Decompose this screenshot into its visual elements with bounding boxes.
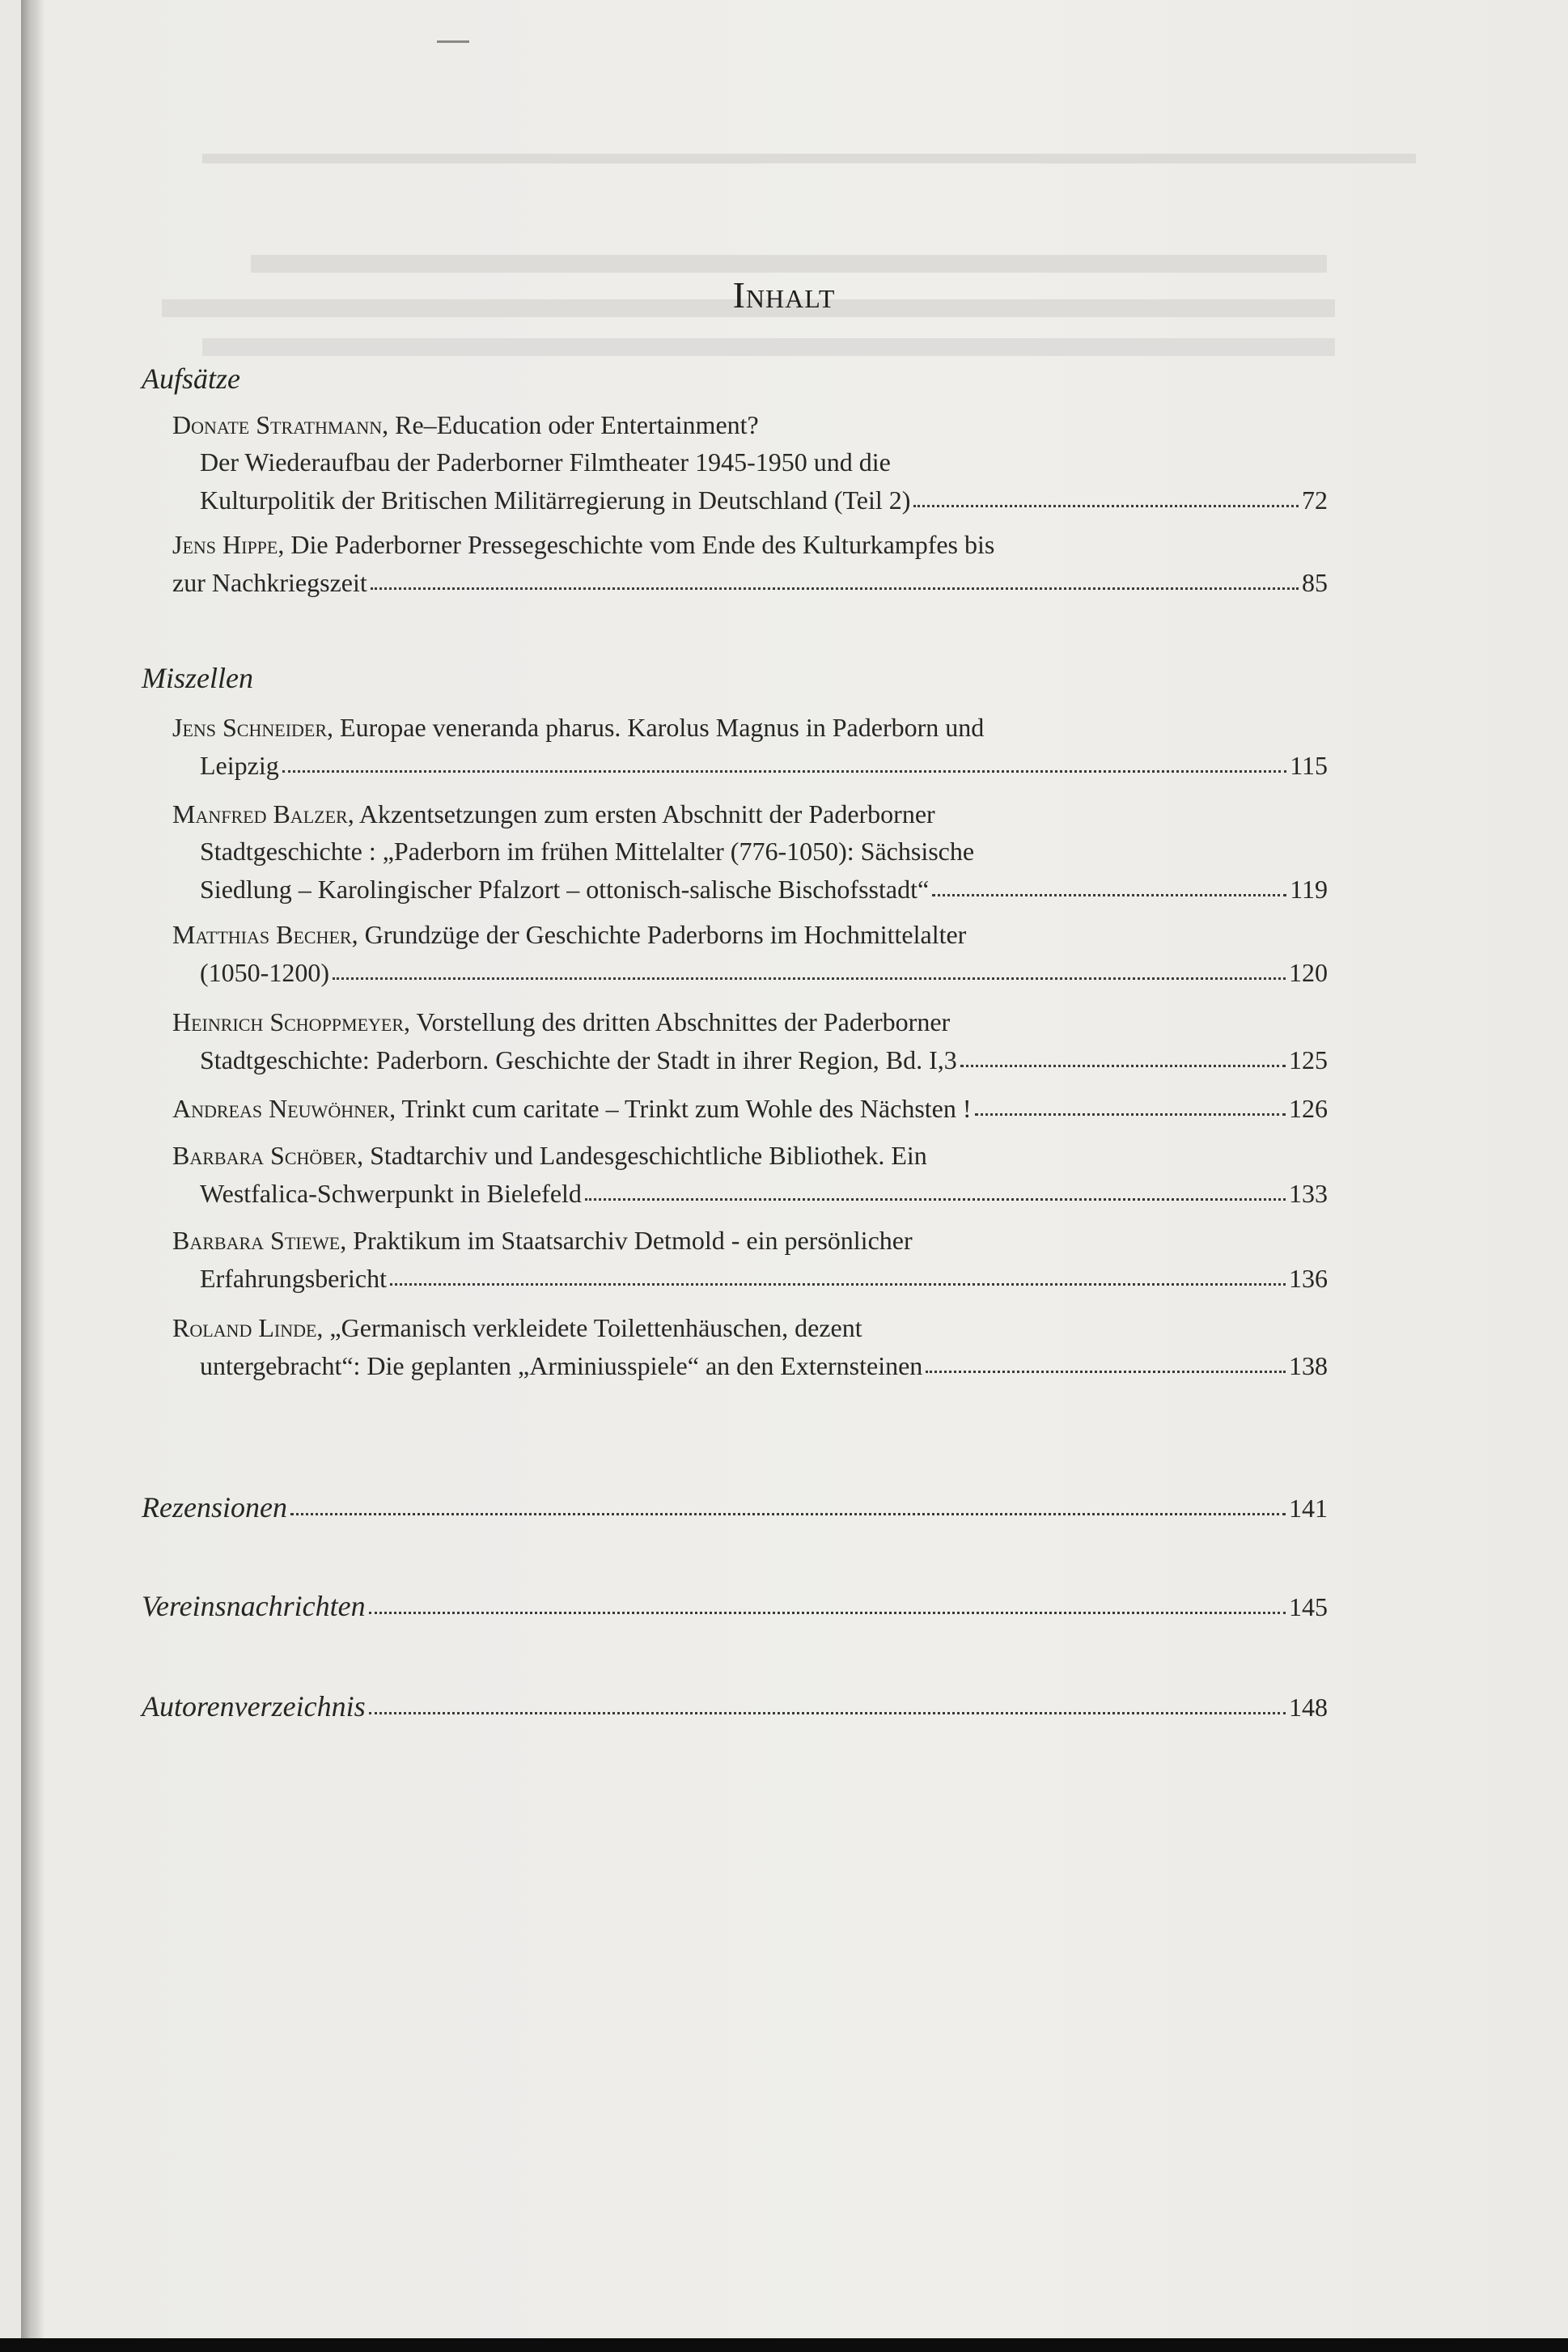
section-page: 141 [1289,1494,1328,1523]
toc-section-autorenverzeichnis[interactable] [142,1688,1328,1723]
leader-dots [290,1487,1286,1515]
entry-author: Donate Strathmann [172,410,383,439]
entry-title-line: Die Paderborner Pressegeschichte vom Ende des Kulturkampfes bis [290,530,995,559]
leader-dots [390,1257,1286,1286]
entry-page: 115 [1290,751,1328,780]
section-label: Vereinsnachrichten [142,1590,366,1622]
toc-entry[interactable]: Manfred Balzer, Akzentsetzungen zum ersten Abschnitt der Paderborner Stadtgeschichte : „Paderborn im frühen Mittelalter (776-1050): Sächsische Siedlung – Karolingischer Pfalzort – ottonisch-salische Bischofsstadt“ 119 [172,795,1328,908]
entry-title-line: (1050-1200) [200,958,329,987]
entry-page: 126 [1289,1094,1328,1123]
leader-dots [926,1345,1286,1373]
toc-entry[interactable]: Andreas Neuwöhner, Trinkt cum caritate – Trinkt zum Wohle des Nächsten ! 126 [172,1089,1328,1127]
entry-author: Barbara Stiewe [172,1226,341,1255]
section-label: Rezensionen [142,1491,287,1524]
toc-entry[interactable]: Jens Schneider, Europae veneranda pharus. Karolus Magnus in Paderborn und Leipzig 115 [172,709,1328,784]
entry-author: Jens Schneider [172,713,328,742]
section-page: 145 [1289,1592,1328,1621]
leader-dots [282,744,1286,773]
entry-author: Matthias Becher [172,920,352,949]
toc-entry[interactable]: Matthias Becher, Grundzüge der Geschichte Paderborns im Hochmittelalter (1050-1200) 120 [172,916,1328,991]
top-mark [437,40,469,43]
leader-dots [975,1087,1286,1116]
entry-page: 85 [1302,568,1328,597]
entry-title-line: Stadtgeschichte : „Paderborn im frühen Mittelalter (776-1050): Sächsische [200,837,975,866]
show-through-heading [251,255,1327,273]
toc-entry[interactable]: Barbara Schöber, Stadtarchiv und Landesgeschichtliche Bibliothek. Ein Westfalica-Schwerpunkt in Bielefeld 133 [172,1137,1328,1212]
entry-title-line: Re–Education oder Entertainment? [395,410,759,439]
entry-title-line: zur Nachkriegszeit [172,568,367,597]
show-through-heading [202,154,1416,163]
entry-title-line: Praktikum im Staatsarchiv Detmold - ein persönlicher [353,1226,913,1255]
entry-title-line: Der Wiederaufbau der Paderborner Filmtheater 1945-1950 und die [200,447,891,477]
scan-bottom-edge [0,2338,1568,2352]
entry-title-line: Erfahrungsbericht [200,1264,388,1293]
entry-title-line: Siedlung – Karolingischer Pfalzort – ottonisch-salische Bischofsstadt“ [200,875,930,904]
entry-page: 119 [1290,875,1328,904]
toc-entry[interactable]: Roland Linde, „Germanisch verkleidete Toilettenhäuschen, dezent untergebracht“: Die geplanten „Arminiusspiele“ an den Externsteinen 138 [172,1309,1328,1384]
entry-title-line: Stadtarchiv und Landesgeschichtliche Bibliothek. Ein [370,1141,927,1170]
leader-dots [333,951,1286,980]
entry-author: Heinrich Schoppmeyer [172,1007,405,1036]
entry-page: 72 [1302,485,1328,515]
entry-title-line: „Germanisch verkleidete Toilettenhäuschen, dezent [329,1313,862,1342]
entry-title-line: Akzentsetzungen zum ersten Abschnitt der Paderborner [358,799,935,828]
leader-dots [932,868,1286,896]
entry-title-line: Vorstellung des dritten Abschnittes der Paderborner [416,1007,951,1036]
leader-dots [369,1686,1286,1714]
entry-page: 120 [1289,958,1328,987]
section-aufsaetze: Aufsätze [142,362,240,395]
toc-entry[interactable]: Jens Hippe, Die Paderborner Pressegeschichte vom Ende des Kulturkampfes bis zur Nachkriegszeit 85 [172,526,1328,601]
toc-section-vereinsnachrichten[interactable] [142,1587,1328,1623]
toc-entry[interactable]: Donate Strathmann, Re–Education oder Entertainment? Der Wiederaufbau der Paderborner Filmtheater 1945-1950 und die Kulturpolitik der Britischen Militärregierung in Deutschland (Teil 2) 72 [172,406,1328,519]
section-label: Autorenverzeichnis [142,1690,366,1723]
toc-entry[interactable]: Heinrich Schoppmeyer, Vorstellung des dritten Abschnittes der Paderborner Stadtgeschichte: Paderborn. Geschichte der Stadt in ihrer Region, Bd. I,3 125 [172,1003,1328,1079]
entry-page: 133 [1289,1179,1328,1208]
entry-title-line: Stadtgeschichte: Paderborn. Geschichte der Stadt in ihrer Region, Bd. I,3 [200,1045,957,1074]
show-through-heading [202,338,1335,356]
entry-page: 138 [1289,1351,1328,1380]
entry-author: Jens Hippe [172,530,278,559]
binding-shadow [21,0,45,2338]
page-title: Inhalt [732,274,836,316]
entry-title-line: Trinkt cum caritate – Trinkt zum Wohle des Nächsten ! [401,1094,972,1123]
leader-dots [585,1172,1286,1201]
leader-dots [960,1039,1286,1067]
entry-author: Barbara Schöber [172,1141,358,1170]
entry-title-line: Leipzig [200,751,279,780]
section-page: 148 [1289,1693,1328,1722]
entry-title-line: Europae veneranda pharus. Karolus Magnus in Paderborn und [340,713,985,742]
entry-author: Andreas Neuwöhner [172,1094,390,1123]
entry-title-line: Grundzüge der Geschichte Paderborns im Hochmittelalter [364,920,967,949]
entry-title-line: Kulturpolitik der Britischen Militärregierung in Deutschland (Teil 2) [200,485,911,515]
entry-author: Manfred Balzer [172,799,348,828]
entry-title-line: Westfalica-Schwerpunkt in Bielefeld [200,1179,582,1208]
toc-entry[interactable]: Barbara Stiewe, Praktikum im Staatsarchiv Detmold - ein persönlicher Erfahrungsbericht 136 [172,1222,1328,1297]
leader-dots [371,562,1299,590]
section-miszellen: Miszellen [142,662,253,694]
entry-title-line: untergebracht“: Die geplanten „Arminiusspiele“ an den Externsteinen [200,1351,923,1380]
toc-section-rezensionen[interactable] [142,1489,1328,1524]
entry-author: Roland Linde [172,1313,317,1342]
entry-page: 125 [1289,1045,1328,1074]
leader-dots [913,479,1299,507]
entry-page: 136 [1289,1264,1328,1293]
leader-dots [369,1586,1286,1614]
